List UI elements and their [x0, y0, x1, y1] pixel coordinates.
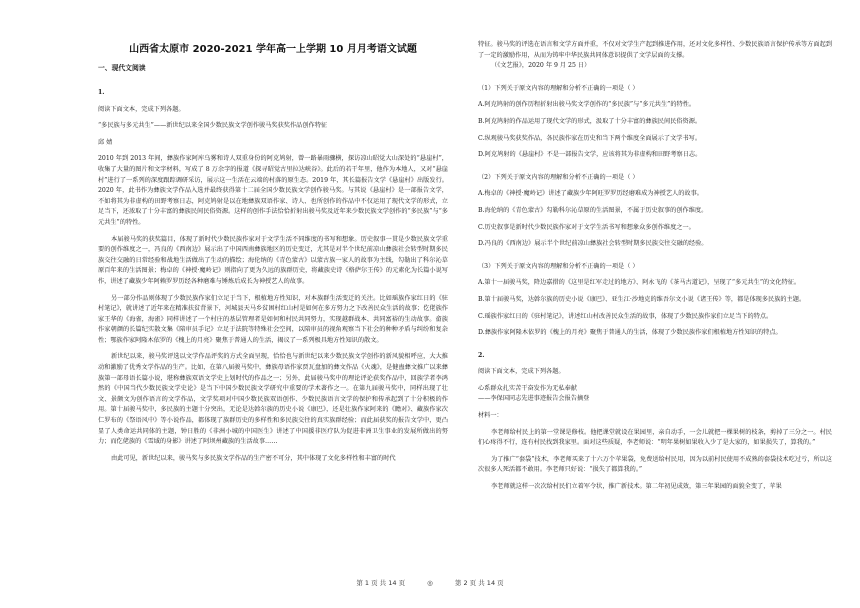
option-d[interactable]: D.冯良的《西南边》展示半个世纪前凉山彝族社会转型时期多民族交往交融的经验。	[478, 240, 708, 248]
question-number: 2.	[478, 351, 485, 359]
option-a[interactable]: A.第十一届骏马奖，降边嘉措的《这里是红军走过的地方》、阿永飞的《茶马古道记》，呈现了“多元共生”的文化特征。	[478, 279, 801, 287]
option-b[interactable]: B.第十届骏马奖，达斡尔族的历史小说《康巴》、亚生江·沙地克的维吾尔文小说《诸王传》等，都是体现多民族的主题。	[478, 295, 806, 303]
footer-separator: ◎	[427, 579, 433, 587]
paragraph: 特征。骏马奖的评选在语言和文学方面并重，不仅对文学生产起到推进作用，还对文化多样性、少数民族语言保护传承等方面起到了一定的激励作用，从而为铸牢中华民族共同体意识提供了文学层面的支撑。	[478, 41, 832, 59]
option-d[interactable]: D.阿克鸠射的《悬崖村》不是一部报告文学，应该将其为非虚构和田野考察日志。	[478, 151, 702, 159]
paragraph: 李老师就这样一次次给村民们立着军令状，推广新技术。第二年初见成效，第三年果园的面貌全变了，苹果	[491, 483, 782, 491]
page-number-right: 第 2 页 共 14 页	[454, 579, 504, 587]
left-column	[98, 88, 448, 464]
option-a[interactable]: A.阿克鸠射的创作历程折射出骏马奖文学创作的“多民族”与“多元共生”的特性。	[478, 101, 696, 109]
option-c[interactable]: C.纵观骏马奖获奖作品，各民族作家在历史和当下两个维度全面展示了文学书写。	[478, 134, 702, 142]
paragraph: 本届骏马奖的获奖篇目，体现了新时代少数民族作家对于文学生活不同维度的书写和想象。历史叙事一贯是少数民族文学重要的创作维度之一，冯良的《西南边》展示出了中国西南彝族地区的历史变迁，尤其是对半个世纪前凉山彝族社会转型时期多民族交往交融的日常经验和战地生活做出了生动的描绘；海伦纳的《青色蒙古》以蒙古族一家人的故事为主线，勾勒出了科尔沁草原百年来的生活图景；梅卓的《神授·魔岭记》则指向了更为久远的族群历史，将藏族史诗《格萨尔王传》的元素化为长篇小说写作，讲述了藏族少年阿赖罗罗历经各种磨难与锤炼后成长为神授艺人的故事。	[98, 235, 448, 285]
option-a[interactable]: A.梅卓的《神授·魔岭记》讲述了藏族少年阿旺罗罗历经磨难成为神授艺人的故事。	[478, 190, 703, 198]
page-number-left: 第 1 页 共 14 页	[356, 579, 406, 587]
paragraph: 李老师给村民上的第一堂课是修枝。他把课堂就设在果园里，亲自动手，一会儿就把一棵果树的枝条，剪掉了三分之一。村民们心疼得不行，连有村民找到我家里。面对这些质疑，李老师说：“明年果树如果收入少了是大家的，如果损失了，算我的。”	[478, 428, 832, 447]
option-c[interactable]: C.瑶族作家红日的《驻村笔记》，讲述红山村改善民众生活的故事，体现了少数民族作家们立足当下的特点。	[478, 312, 773, 320]
question-number: 1.	[98, 89, 105, 96]
page-title: 山西省太原市 2020-2021 学年高一上学期 10 月月考语文试题	[129, 44, 417, 55]
article-author: 邱 婧	[98, 138, 113, 146]
question-stem: （1）下列关于原文内容的理解和分析不正确的一项是（ ）	[478, 84, 639, 92]
paragraph: 新世纪以来，骏马奖评选以文学作品评奖的方式全面呈现，恰恰也与新世纪以来少数民族文学创作的新风貌相呼应，大大推动和激励了优秀文学作品的生产。比如，在第八届骏马奖中，彝族母语作家贾瓦盘加的彝文作品《火魂》，是健蛊彝文推广以来彝族第一部母语长篇小说，堪称彝族双语文学史上划时代的作品之一；另外，此届骏马奖中的理论评论获奖作品中，回族学者李鸿然的《中国当代少数民族文学史论》是当下中国少数民族文学研究中重要的学术著作之一。在第九届骏马奖中，同样出现了壮文、景颇文为创作语言的文学作品，文学奖项对中国少数民族双语创作、少数民族语言文学的保护和传承起到了十分积极的作用。第十届骏马奖中，多民族的主题十分突出，无论是达斡尔族的历史小说《康巴》，还是壮族作家阿来的《瞻对》、藏族作家次仁罗布的《祭语风中》等小说作品，都体现了族群历史的多样性和多民族交往的真实族群经验；而此届获奖的报告文学中，更凸显了人类命运共同体的主题，钟日胜的《非洲小城的中国医生》讲述了中国援非医疗队为促进非洲卫生事业的发展所做出的努力；而仡佬族的《雪域的身影》讲述了阿坝州藏族的生活故事……	[98, 353, 448, 446]
paragraph: 为了推广“套袋”技术，李老师买来了十六万个苹果袋，免费送给村民用，因为以前村民使用不成熟的套袋技术吃过亏，所以这次很多人死活都不敢用。李老师只好说：“损失了都算我的。”	[478, 455, 832, 474]
section-heading: 一、现代文阅读	[98, 64, 146, 72]
material-label: 材料一：	[478, 412, 503, 420]
option-d[interactable]: D.彝族作家阿隆木依罗的《槐上的月亮》聚焦于普通人的生活，体现了少数民族作家们根植地方性知识的特点。	[478, 329, 782, 337]
instruction: 阅读下面文本，完成下列各题。	[478, 368, 565, 376]
question-stem: （3）下列关于原文内容的理解和分析不正确的一项是（ ）	[478, 262, 639, 270]
page-footer	[0, 578, 860, 587]
article-subtitle: ——李保国同志先进事迹报告会报告摘登	[478, 395, 590, 403]
question-stem: （2）下列关于原文内容的理解和分析不正确的一项是（ ）	[478, 173, 639, 181]
paragraph: 2010 年到 2013 年间，彝族作家阿库乌雾和诗人双重身份的阿克鸠射，曾一路暴雨骤横，探访凉山昭觉大山深处的“悬崖村”，收集了大量的图片和文字材料，写成了 8 万余字的报道《探寻昭觉古里拉达峡谷》。此后的若干年里，他作为本地人，又对“悬崖村”进行了一系列的深度跟踪调研采访，展示这一生活在云端的村落的原生态。2019 年，其长篇报告文学《悬崖村》出版发行。2020 年，此书作为彝族文学作品入选并最终获得第十二届全国少数民族文学创作骏马奖。与其说《悬崖村》是一部报告文学，不如将其为非虚构的田野考察日志，阿克鸠射是以在地彝族双语作家、诗人、也所创作的作品中不仅运用了现代文学的形式，立足当下，还浓取了十分丰富的彝族民间民俗资源。这样的创作手法恰恰折射出骏马奖及近年来少数民族文学创作的“多民族”与“多元共生”的特性。	[98, 155, 448, 226]
instruction: 阅读下面文本，完成下列各题。	[98, 105, 185, 113]
option-b[interactable]: B.阿克鸠射的作品运用了现代文学的形式，汲取了十分丰富的彝族民间民俗资源。	[478, 117, 702, 125]
right-column	[478, 40, 832, 493]
article-title: “多民族与多元共生”——新世纪以来全国少数民族文学创作骏马奖获奖作品创作特征	[98, 122, 328, 130]
paragraph: 另一部分作品则体现了少数民族作家们立足于当下，根植地方性知识，对本族群生活变迁的关注。比如瑶族作家红日的《驻村笔记》，就讲述了近年来在精准扶贫背景下，河城县天马乡贫困村红山村是如何在多方努力之下改善民众生活的故事；仡佬族作家王华的《海雀，海雀》同样讲述了一个村庄的基层管理者是如何和村民共同努力，实现越群战本、共同富裕的生动故事。畲族作家朝颜的长篇纪实散文集《陪审员手记》立足于法院等特殊社会空间，以陪审员的视角观察当下社会的种种矛盾与纠纷和复杂性；鄂族作家阿隆木依罗的《槐上的月亮》聚焦于普通人的生活，揭议了一系列极具地方性知识的散文。	[98, 294, 448, 344]
source-citation: （《文艺报》，2020 年 9 月 25 日）	[491, 62, 591, 70]
option-b[interactable]: B.海伦纳的《青色蒙古》勾勒科尔沁草原的生活图景，不属于历史叙事的创作维度。	[478, 206, 708, 214]
option-c[interactable]: C.历史叙事是新时代少数民族作家对于文学生活书写和想象众多创作维度之一。	[478, 223, 695, 231]
paragraph: 由此可见，新世纪以来，骏马奖与多民族文学作品的生产密不可分，其中体现了文化多样性和丰富的时代	[111, 454, 396, 462]
article-title: 心系群众扎实苦干奋发作为无私奉献	[478, 384, 577, 392]
